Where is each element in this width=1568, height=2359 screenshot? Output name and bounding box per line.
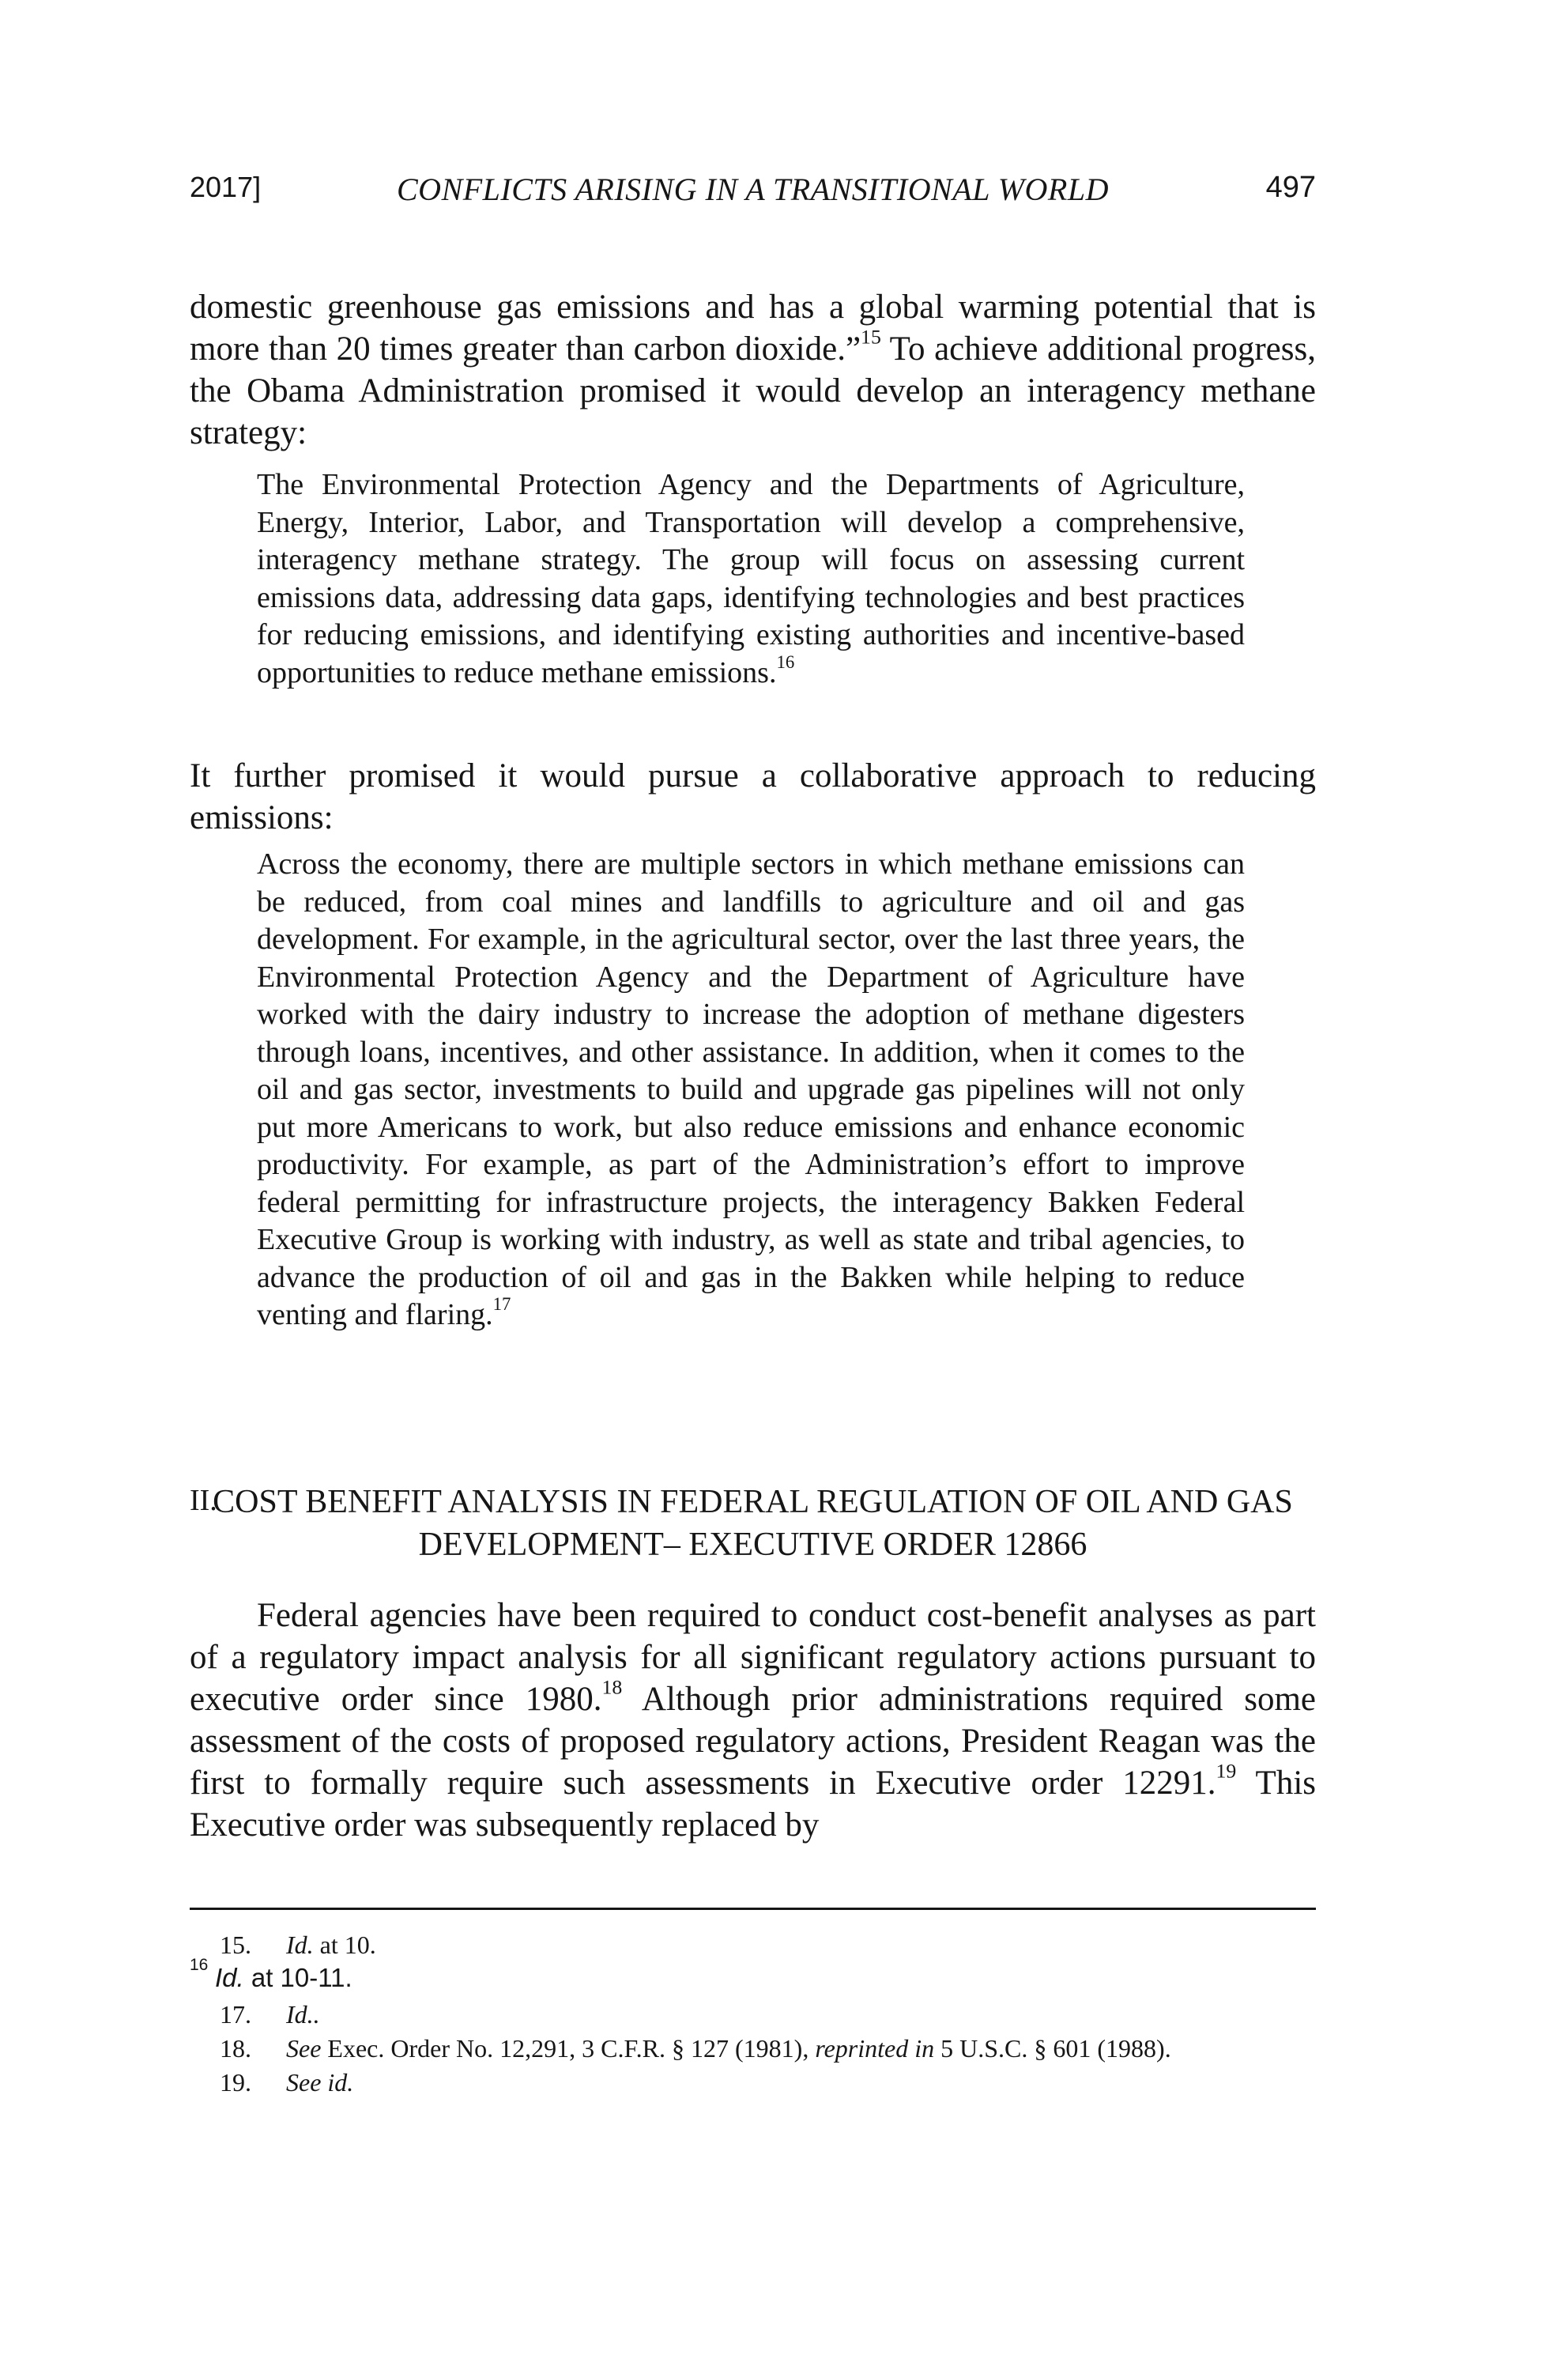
section-numeral: II. (190, 1484, 217, 1517)
footnote-number: 15. (220, 1931, 251, 1959)
footnote-16: 16 Id. at 10-11. (190, 1956, 352, 1992)
footnote-ref-16: 16 (776, 651, 795, 672)
footnote-divider (190, 1908, 1316, 1910)
footnote-18 (220, 2033, 1326, 2064)
footnote-italic: See (286, 2034, 322, 2063)
paragraph-1 (190, 286, 1316, 454)
block-quote-1-text: The Environmental Protection Agency and the Departments of Agriculture, Energy, Interior, Labor, and Transportation will develop a comprehensive, interagency methane strategy. The group will focus on assessing current emissions data, addressing data gaps, identifying technologies and best practices for reducing emissions, and identifying existing authorities and incentive-based opportunities to reduce methane emissions. (257, 468, 1245, 689)
footnote-17 (220, 1999, 1326, 2030)
running-title (190, 171, 1316, 208)
section-heading (190, 1483, 1316, 1570)
paragraph-3-text-c: This Executive order was subsequently replaced by (190, 1765, 1316, 1844)
paragraph-3-text-a: Federal agencies have been required to conduct cost-benefit analyses as part of a regulatory impact analysis for all significant regulatory actions pursuant to executive order since 1980. (190, 1597, 1316, 1718)
footnote-ref-17: 17 (492, 1293, 511, 1314)
section-heading-line-1: COST BENEFIT ANALYSIS IN FEDERAL REGULATION OF OIL AND GAS (213, 1484, 1293, 1520)
footnote-ref-15: 15 (861, 325, 881, 349)
paragraph-2 (190, 755, 1316, 839)
block-quote-2-text: Across the economy, there are multiple sectors in which methane emissions can be reduced, from coal mines and landfills to agriculture and oil and gas development. For example, in the agricultural sector, over the last three years, the Environmental Protection Agency and the Department of Agriculture have worked with the dairy industry to increase the adoption of methane digesters through loans, incentives, and other assistance. In addition, when it comes to the oil and gas sector, investments to build and upgrade gas pipelines will not only put more Americans to work, but also reduce emissions and enhance economic productivity. For example, as part of the Administration’s effort to improve federal permitting for infrastructure projects, the interagency Bakken Federal Executive Group is working with industry, as well as state and tribal agencies, to advance the production of oil and gas in the Bakken while helping to reduce venting and flaring. (257, 847, 1245, 1331)
page-number: 497 (1265, 171, 1316, 204)
footnote-text-2: 5 U.S.C. § 601 (1988). (934, 2034, 1171, 2063)
footnote-italic: See id. (286, 2068, 354, 2097)
footnote-italic: Id. (286, 1931, 314, 1959)
running-header (190, 171, 1316, 218)
paragraph-3-text-b: Although prior administrations required some assessment of the costs of proposed regulatory actions, President Reagan was the first to formally require such assessments in Executive order 12291. (190, 1681, 1317, 1802)
footnote-text: at 10-11. (243, 1963, 352, 1992)
block-quote-1 (257, 466, 1245, 692)
paragraph-2-text: It further promised it would pursue a collaborative approach to reducing emissions: (190, 757, 1316, 836)
footnote-number: 19. (220, 2068, 251, 2097)
footnote-number: 17. (220, 2000, 251, 2029)
footnote-italic: Id. (215, 1963, 244, 1992)
block-quote-2 (257, 846, 1245, 1334)
paragraph-1-text-a: domestic greenhouse gas emissions and has a global warming potential that is more than 20 times greater than carbon dioxide.” (190, 289, 1316, 368)
paragraph-3 (190, 1595, 1316, 1846)
footnote-number: 18. (220, 2034, 251, 2063)
footnote-text: Exec. Order No. 12,291, 3 C.F.R. § 127 (1981), (321, 2034, 816, 2063)
footnote-19 (220, 2066, 1326, 2098)
running-title-text: CONFLICTS ARISING IN A TRANSITIONAL WORLD (397, 172, 1109, 207)
footnote-text: at 10. (313, 1931, 376, 1959)
header-year: 2017] (190, 171, 262, 203)
footnote-15 (220, 1929, 1326, 1961)
paragraph-1-text-b: To achieve additional progress, the Obama Administration promised it would develop an interagency methane strategy: (190, 330, 1316, 451)
section-heading-line-2: DEVELOPMENT– EXECUTIVE ORDER 12866 (418, 1527, 1087, 1563)
footnote-ref-18: 18 (601, 1675, 623, 1699)
footnote-italic-2: reprinted in (815, 2034, 935, 2063)
footnote-ref-19: 19 (1216, 1759, 1237, 1783)
footnote-italic: Id.. (286, 2000, 320, 2029)
